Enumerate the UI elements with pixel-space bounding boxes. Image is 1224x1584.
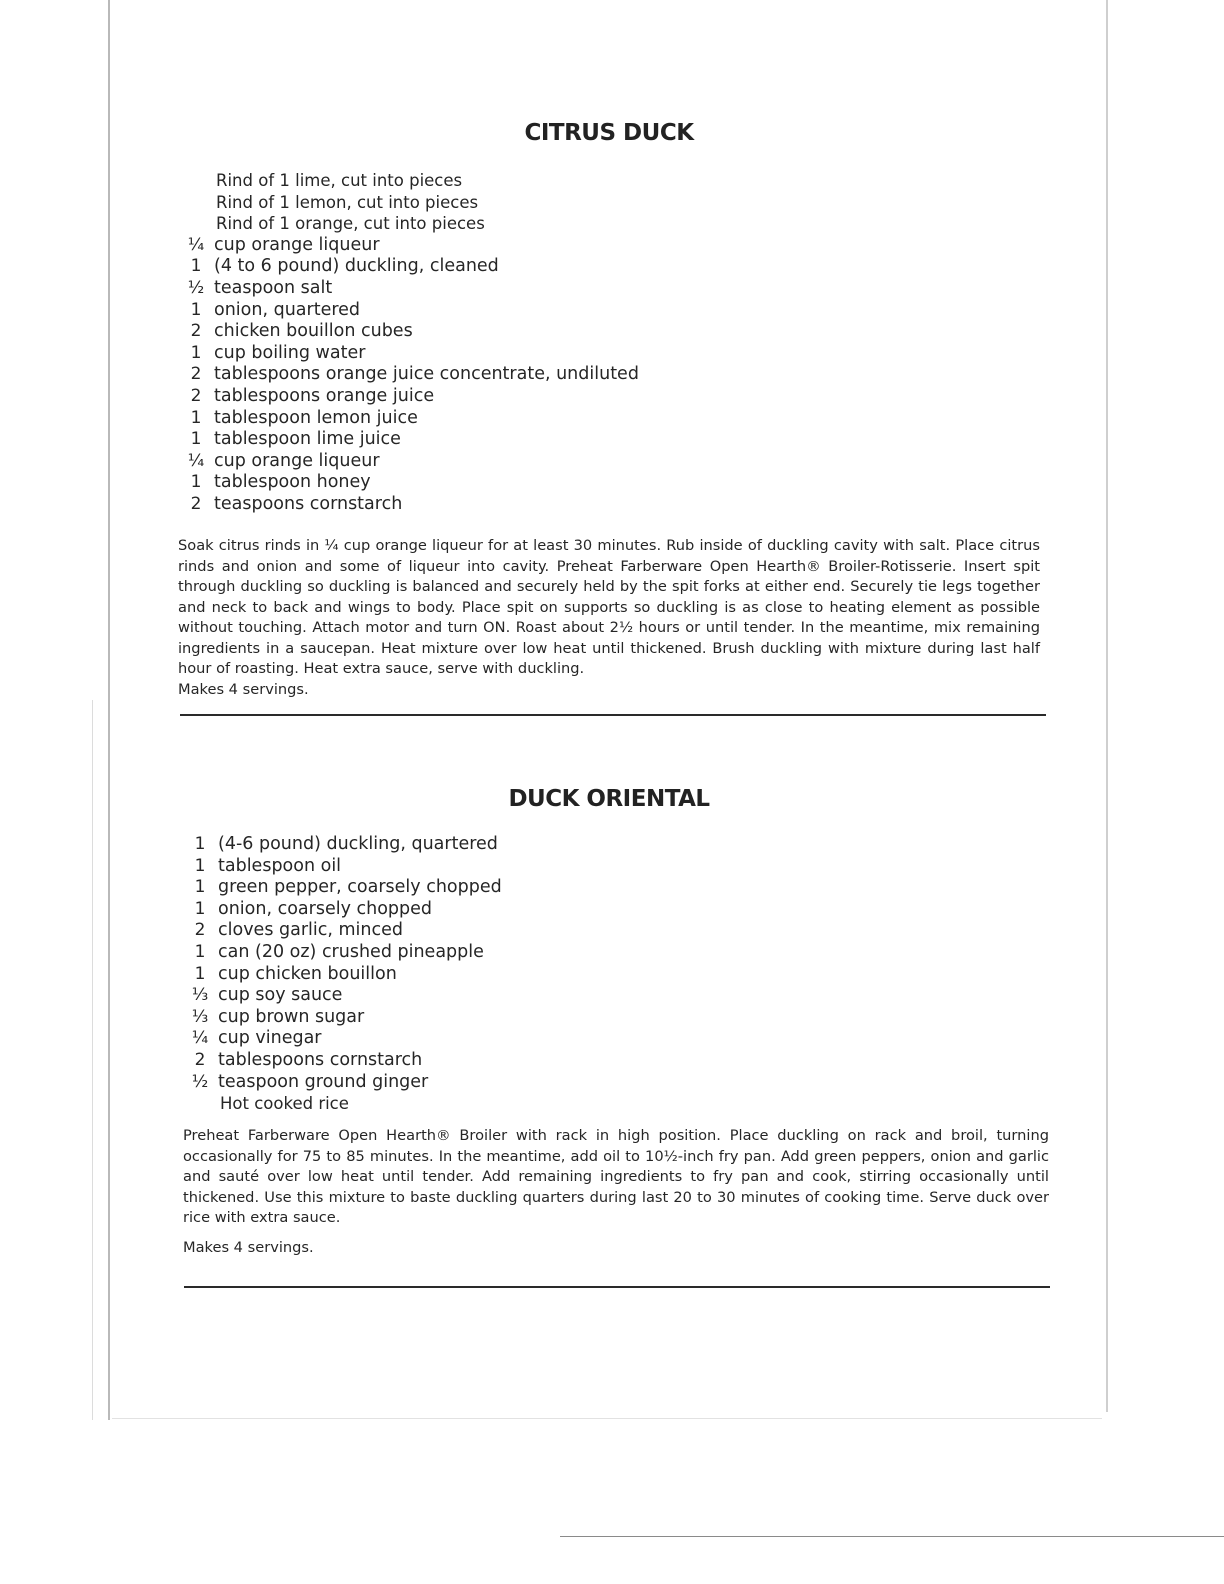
ingredient-qty: 1	[194, 834, 206, 854]
ingredient-item	[186, 1028, 502, 1050]
ingredient-qty: 1	[194, 898, 206, 919]
section-divider	[184, 1286, 1050, 1288]
ingredient-qty: ¼	[187, 234, 205, 255]
ingredient-item	[182, 494, 639, 516]
recipe-title: DUCK ORIENTAL	[508, 786, 710, 812]
ingredient-qty: 1	[190, 342, 202, 363]
ingredient-qty: 2	[190, 364, 202, 385]
ingredient-item	[186, 899, 502, 921]
ingredient-item	[182, 235, 639, 257]
ingredient-text: tablespoons orange juice concentrate, undiluted	[214, 364, 639, 385]
ingredient-item	[186, 942, 502, 964]
ingredient-list	[186, 834, 502, 1115]
ingredient-item	[182, 170, 639, 192]
recipe-directions: Soak citrus rinds in ¼ cup orange liqueur for at least 30 minutes. Rub inside of duckling cavity with salt. Place citrus rinds and onion and some of liqueur into cavity. Preheat Farberware Open Hearth® Broiler-Rotisserie. Insert spit through duckling so duckling is balanced and securely held by the spit forks at either end. Securely tie legs together and neck to back and wings to body. Place spit on supports so duckling is as close to heating element as possible without touching. Attach motor and turn ON. Roast about 2½ hours or until tender. In the meantime, mix remaining ingredients in a saucepan. Heat mixture over low heat until thickened. Brush duckling with mixture during last half hour of roasting. Heat extra sauce, serve with duckling.	[178, 537, 1040, 677]
ingredient-text: tablespoons orange juice	[214, 385, 435, 406]
ingredient-item	[182, 408, 639, 430]
ingredient-qty: 1	[194, 855, 206, 876]
ingredient-item	[182, 213, 639, 235]
ingredient-text: onion, quartered	[214, 299, 361, 320]
ingredient-qty: 2	[190, 385, 202, 406]
ingredient-item	[182, 472, 639, 494]
ingredient-list	[182, 170, 639, 516]
ingredient-item	[182, 278, 639, 300]
ingredient-item	[182, 429, 639, 451]
ingredient-text: chicken bouillon cubes	[214, 321, 413, 342]
ingredient-qty: 1	[190, 256, 202, 277]
ingredient-qty: 1	[194, 941, 206, 962]
ingredient-qty: 1	[190, 472, 202, 493]
ingredient-item	[182, 386, 639, 408]
ingredient-item	[182, 321, 639, 343]
ingredient-text: cup vinegar	[218, 1028, 322, 1049]
ingredient-qty: 1	[194, 877, 206, 898]
ingredient-text: (4 to 6 pound) duckling, cleaned	[214, 256, 499, 277]
ingredient-text: cup orange liqueur	[214, 234, 380, 255]
ingredient-qty: 1	[190, 429, 202, 450]
ingredient-qty: 1	[190, 407, 202, 428]
ingredient-text: Rind of 1 lemon, cut into pieces	[216, 192, 479, 212]
ingredient-item	[186, 920, 502, 942]
ingredient-text: Rind of 1 lime, cut into pieces	[216, 171, 463, 190]
ingredient-qty: 1	[194, 963, 206, 984]
ingredient-text: onion, coarsely chopped	[218, 898, 433, 919]
ingredient-item	[182, 364, 639, 386]
ingredient-qty: 2	[194, 1049, 206, 1070]
recipe-yield: Makes 4 servings.	[183, 1239, 314, 1256]
ingredient-item	[186, 877, 502, 899]
ingredient-item	[186, 1007, 502, 1029]
ingredient-text: Rind of 1 orange, cut into pieces	[216, 214, 485, 234]
ingredient-item	[186, 1050, 502, 1072]
ingredient-qty: ½	[187, 277, 205, 298]
recipe-directions: Preheat Farberware Open Hearth® Broiler with rack in high position. Place duckling on rack and broil, turning occasionally for 75 to 85 minutes. In the meantime, add oil to 10½-inch fry pan. Add green peppers, onion and garlic and sauté over low heat until tender. Add remaining ingredients to fry pan and cook, stirring occasionally until thickened. Use this mixture to baste duckling quarters during last 20 to 30 minutes of cooking time. Serve duck over rice with extra sauce.	[183, 1127, 1049, 1226]
ingredient-item	[186, 985, 502, 1007]
ingredient-text: tablespoon lime juice	[214, 429, 401, 450]
ingredient-text: tablespoon honey	[214, 472, 371, 493]
ingredient-qty: ⅓	[191, 985, 209, 1006]
ingredient-item	[182, 192, 639, 214]
ingredient-qty: ½	[191, 1071, 209, 1092]
ingredient-qty: ¼	[191, 1028, 209, 1049]
ingredient-text: cup orange liqueur	[214, 450, 380, 471]
ingredient-qty: 1	[190, 299, 202, 320]
scan-edge-right	[1106, 0, 1108, 1412]
ingredient-item	[186, 834, 502, 856]
section-divider	[180, 714, 1046, 716]
ingredient-text: tablespoon lemon juice	[214, 407, 418, 428]
ingredient-text: tablespoons cornstarch	[218, 1049, 423, 1070]
recipe-title: CITRUS DUCK	[524, 120, 694, 146]
ingredient-text: teaspoon salt	[214, 277, 333, 298]
recipe-yield: Makes 4 servings.	[178, 681, 309, 698]
ingredient-text: teaspoon ground ginger	[218, 1071, 429, 1092]
scan-edge-left	[108, 0, 110, 1420]
ingredient-text: (4-6 pound) duckling, quartered	[218, 834, 498, 854]
ingredient-text: Hot cooked rice	[220, 1094, 349, 1114]
ingredient-text: cup soy sauce	[218, 985, 343, 1006]
ingredient-item	[182, 300, 639, 322]
ingredient-qty: 2	[194, 920, 206, 941]
ingredient-qty: 2	[190, 321, 202, 342]
ingredient-text: teaspoons cornstarch	[214, 493, 403, 514]
ingredient-item	[186, 856, 502, 878]
ingredient-item	[186, 964, 502, 986]
ingredient-text: cup chicken bouillon	[218, 963, 397, 984]
ingredient-item	[182, 343, 639, 365]
ingredient-qty: 2	[190, 493, 202, 514]
ingredient-qty: ⅓	[191, 1006, 209, 1027]
ingredient-text: cup boiling water	[214, 342, 366, 363]
ingredient-text: cup brown sugar	[218, 1006, 365, 1027]
ingredient-text: green pepper, coarsely chopped	[218, 877, 502, 898]
ingredient-text: tablespoon oil	[218, 855, 342, 876]
ingredient-item	[186, 1072, 502, 1094]
ingredient-item	[182, 256, 639, 278]
scan-edge-bottom-faint	[112, 1418, 1102, 1419]
ingredient-item	[182, 451, 639, 473]
ingredient-qty: ¼	[187, 450, 205, 471]
scan-edge-bottom	[560, 1536, 1224, 1537]
ingredient-text: can (20 oz) crushed pineapple	[218, 941, 484, 962]
ingredient-item	[186, 1093, 502, 1115]
ingredient-text: cloves garlic, minced	[218, 920, 403, 941]
